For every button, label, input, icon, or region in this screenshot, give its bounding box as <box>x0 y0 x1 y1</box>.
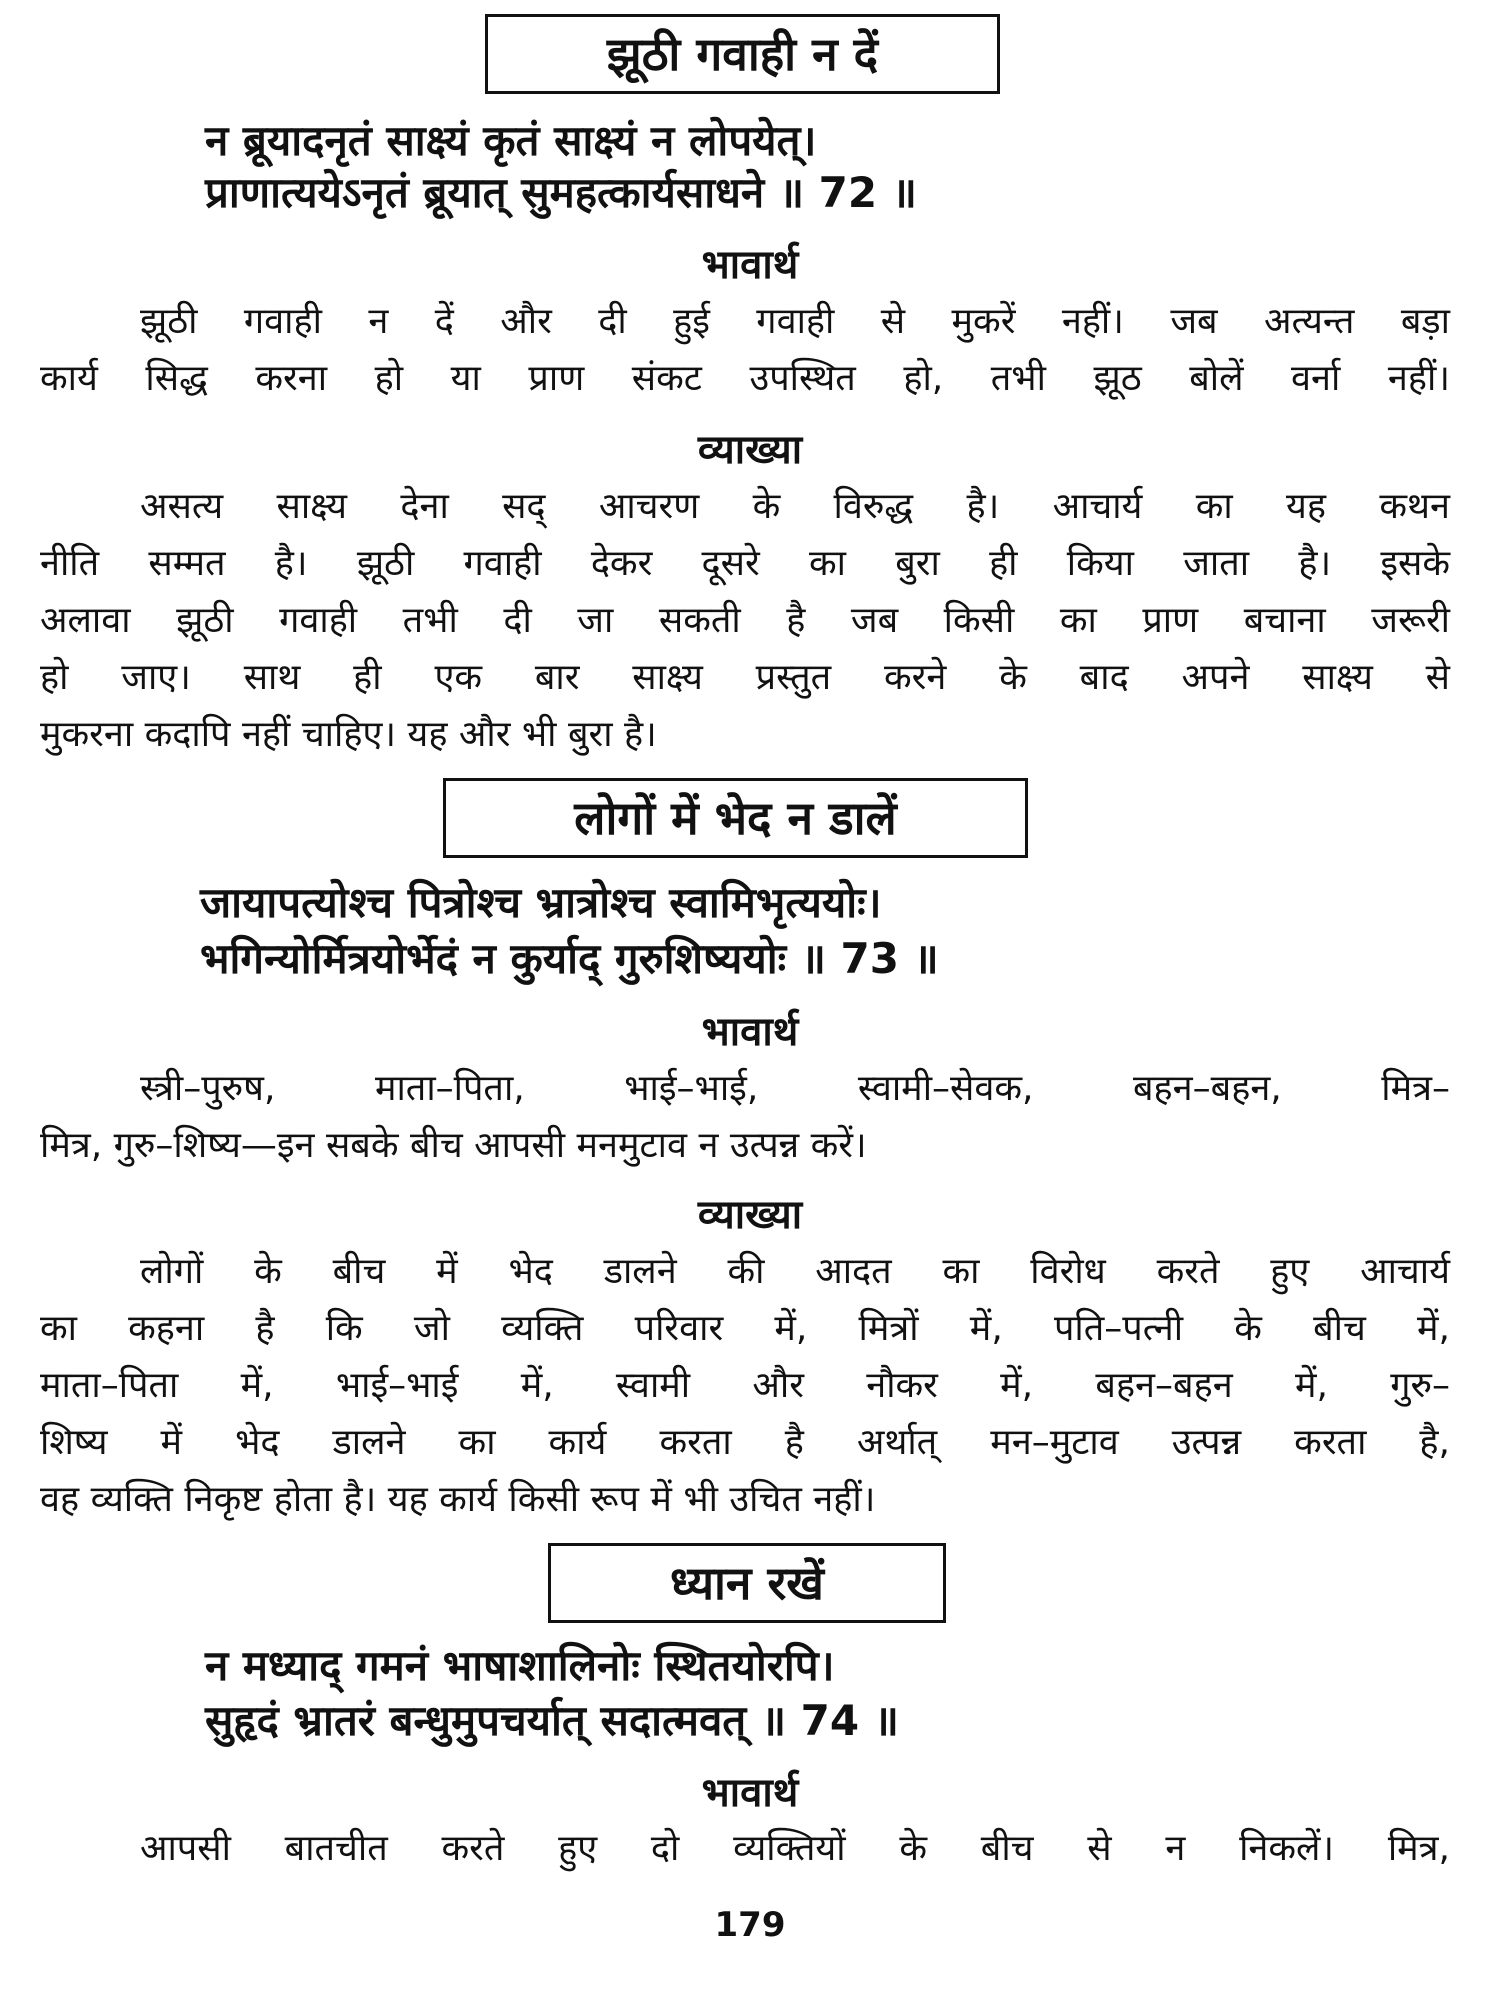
page-number: 179 <box>714 1905 786 1945</box>
bhavarth-heading: भावार्थ <box>701 1770 799 1816</box>
vyakhya-heading: व्याख्या <box>697 427 803 473</box>
text-line: कार्य सिद्ध करना हो या प्राण संकट उपस्थित हो, तभी झूठ बोलें वर्ना नहीं। <box>40 358 1450 399</box>
vyakhya-paragraph <box>40 1243 1450 1528</box>
vyakhya-paragraph <box>40 478 1450 763</box>
verse-line: न ब्रूयादनृतं साक्ष्यं कृतं साक्ष्यं न लोपयेत्। <box>205 116 817 165</box>
verse-line: प्राणात्ययेऽनृतं ब्रूयात् सुमहत्कार्यसाधने ॥ 72 ॥ <box>205 168 917 217</box>
text-line: हो जाए। साथ ही एक बार साक्ष्य प्रस्तुत करने के बाद अपने साक्ष्य से <box>40 657 1450 698</box>
text-line: असत्य साक्ष्य देना सद् आचरण के विरुद्ध है। आचार्य का यह कथन <box>140 486 1450 527</box>
text-line: झूठी गवाही न दें और दी हुई गवाही से मुकरें नहीं। जब अत्यन्त बड़ा <box>140 301 1450 342</box>
bhavarth-heading: भावार्थ <box>701 242 799 288</box>
text-line: अलावा झूठी गवाही तभी दी जा सकती है जब किसी का प्राण बचाना जरूरी <box>40 600 1450 641</box>
text-line: आपसी बातचीत करते हुए दो व्यक्तियों के बीच से न निकलें। मित्र, <box>140 1828 1450 1869</box>
text-line: मित्र, गुरु–शिष्य—इन सबके बीच आपसी मनमुटाव न उत्पन्न करें। <box>40 1125 867 1166</box>
verse-line: भगिन्योर्मित्रयोर्भेदं न कुर्याद् गुरुशिष्ययोः ॥ 73 ॥ <box>200 934 939 983</box>
text-line: शिष्य में भेद डालने का कार्य करता है अर्थात् मन–मुटाव उत्पन्न करता है, <box>40 1422 1450 1463</box>
text-line: मुकरना कदापि नहीं चाहिए। यह और भी बुरा है। <box>40 714 657 755</box>
bhavarth-paragraph <box>40 293 1450 407</box>
section-title: झूठी गवाही न दें <box>485 14 1000 94</box>
text-line: नीति सम्मत है। झूठी गवाही देकर दूसरे का बुरा ही किया जाता है। इसके <box>40 543 1450 584</box>
text-line: लोगों के बीच में भेद डालने की आदत का विरोध करते हुए आचार्य <box>140 1251 1450 1292</box>
text-line: माता–पिता में, भाई–भाई में, स्वामी और नौकर में, बहन–बहन में, गुरु– <box>40 1365 1450 1406</box>
verse-line: न मध्याद् गमनं भाषाशालिनोः स्थितयोरपि। <box>205 1641 835 1690</box>
bhavarth-paragraph <box>40 1060 1450 1174</box>
bhavarth-heading: भावार्थ <box>701 1009 799 1055</box>
section-title: ध्यान रखें <box>548 1543 946 1623</box>
text-line: स्त्री–पुरुष, माता–पिता, भाई–भाई, स्वामी–सेवक, बहन–बहन, मित्र– <box>140 1068 1450 1109</box>
text-line: वह व्यक्ति निकृष्ट होता है। यह कार्य किसी रूप में भी उचित नहीं। <box>40 1479 876 1520</box>
section-title: लोगों में भेद न डालें <box>443 778 1028 858</box>
verse-line: सुहृदं भ्रातरं बन्धुमुपचर्यात् सदात्मवत् ॥ 74 ॥ <box>205 1696 899 1745</box>
bhavarth-paragraph <box>40 1820 1450 1877</box>
verse-line: जायापत्योश्च पित्रोश्च भ्रात्रोश्च स्वामिभृत्ययोः। <box>200 878 882 927</box>
text-line: का कहना है कि जो व्यक्ति परिवार में, मित्रों में, पति–पत्नी के बीच में, <box>40 1308 1450 1349</box>
vyakhya-heading: व्याख्या <box>697 1192 803 1238</box>
